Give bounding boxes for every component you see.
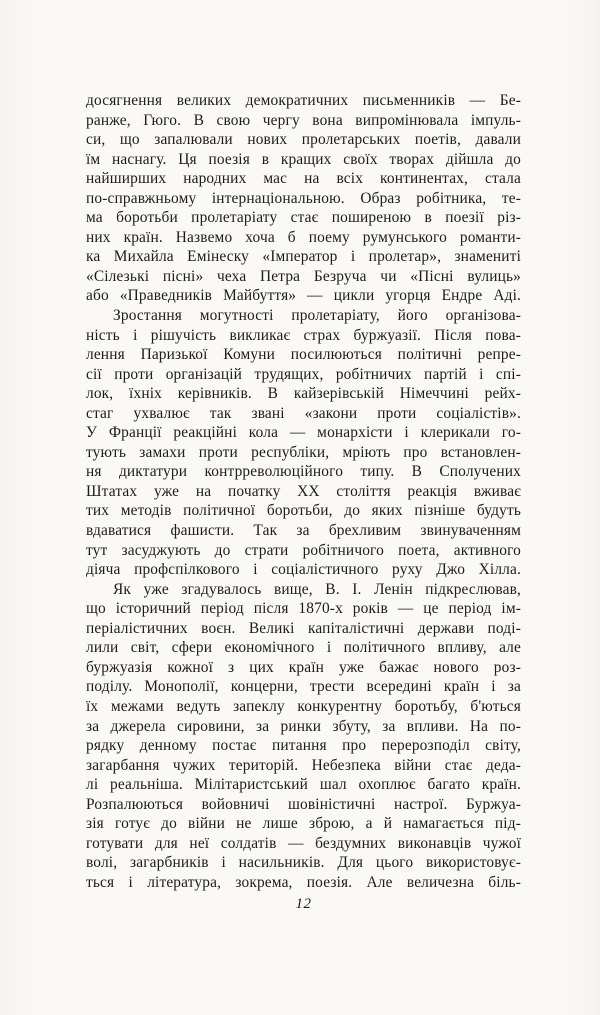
text-line: зія готує до війни не лише зброю, а й намагається під- [86,815,521,833]
text-line: тих методів політичної боротьби, до яких пізніше будуть [86,502,521,520]
text-line: ться і література, зокрема, поезія. Але величезна біль- [86,873,521,891]
text-line: Розпалюються войовничі шовіністичні настрої. Буржуа- [86,795,521,813]
text-line: Зростання могутності пролетаріату, його організова- [113,307,521,325]
text-line: діяча профспілкового і соціалістичного руху Джо Хілла. [86,561,521,579]
text-line: готувати для неї солдатів — бездумних виконавців чужої [86,834,521,852]
text-line: тут засуджують до страти робітничого поета, активного [86,541,521,559]
text-line: вдаватися фашисти. Так за брехливим звинуваченням [86,522,521,540]
text-line: найширших народних мас на всіх континентах, стала [86,170,521,188]
text-line: лок, їхніх керівників. В кайзерівській Німеччині рейх- [86,385,521,403]
text-line: по-справжньому інтернаціональною. Образ робітника, те- [86,189,521,207]
text-line: сії проти організацій трудящих, робітничих партій і спі- [86,365,521,383]
text-line: або «Праведників Майбуття» — цикли угорця Ендре Аді. [86,287,521,305]
text-line: Штатах уже на початку XX століття реакція вживає [86,482,521,500]
text-line: У Франції реакційні кола — монархісти і клерикали го- [86,424,521,442]
text-block [86,91,521,892]
page-number: 12 [295,896,312,912]
text-line: «Сілезькі пісні» чеха Петра Безруча чи «Пісні вулиць» [86,267,521,285]
text-line: рядку денному постає питання про перерозподіл світу, [86,737,521,755]
text-line: тують замахи проти республіки, мріють про встановлен- [86,443,521,461]
text-line: лили світ, сфери економічного і політичного впливу, але [86,639,521,657]
text-line: них країн. Назвемо хоча б поему румунського романти- [86,228,521,246]
text-line: поділу. Монополії, концерни, трести всередині країн і за [86,678,521,696]
text-line: ня диктатури контрреволюційного типу. В Сполучених [86,463,521,481]
text-line: ність і рішучість викликає страх буржуазії. Після пова- [86,326,521,344]
paragraph [86,580,521,893]
text-line: за джерела сировини, за ринки збуту, за впливи. На по- [86,717,521,735]
paragraph [86,306,521,580]
text-line: буржуазія кожної з цих країн уже бажає нового роз- [86,658,521,676]
text-line: періалістичних воєн. Великі капіталістичні держави поді- [86,619,521,637]
text-line: загарбання чужих територій. Небезпека війни стає деда- [86,756,521,774]
text-line: ка Михайла Емінеску «Імператор і пролетар», знамениті [86,248,521,266]
text-line: їх межами ведуть запеклу конкурентну боротьбу, б'ються [86,697,521,715]
text-line: досягнення великих демократичних письменників — Бе- [86,92,521,109]
text-line: волі, загарбників і насильників. Для цього використовує- [86,854,521,872]
text-line: ма боротьби пролетаріату стає поширеною в поезії різ- [86,209,521,227]
paragraph [86,91,521,306]
text-line: Як уже згадувалось вище, В. І. Ленін підкреслював, [113,580,521,598]
text-line: що історичний період після 1870-х років — це період ім- [86,600,521,618]
text-line: лення Паризької Комуни посилюються політичні репре- [86,346,521,364]
text-line: стаг ухвалює так звані «закони проти соціалістів». [86,404,521,422]
text-line: ранже, Гюго. В свою чергу вона випромінювала імпуль- [86,111,521,129]
text-line: їм наснагу. Ця поезія в кращих своїх творах дійшла до [86,150,521,168]
text-line: си, що запалювали нових пролетарських поетів, давали [86,131,521,149]
text-line: лі реальніша. Мілітаристський шал охоплює багато країн. [86,776,521,794]
